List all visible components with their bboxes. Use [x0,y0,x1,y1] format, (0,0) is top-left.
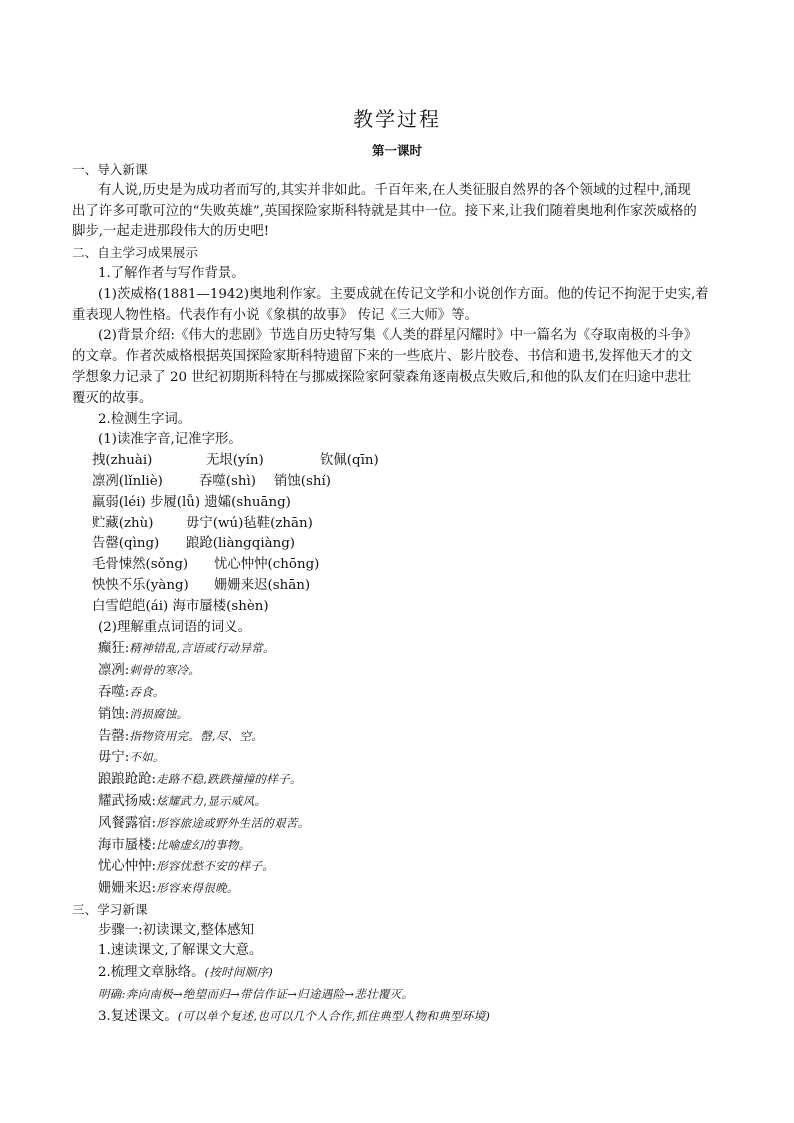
glossary-term: 海市蜃楼: [98,837,157,853]
glossary-item [72,726,732,748]
step-1-heading: 步骤一:初读课文,整体感知 [98,922,255,938]
vocab-item: 凛冽(lǐnliè) [92,473,163,489]
section-heading-3: 三、学习新课 [72,901,148,917]
page-title: 教学过程 [353,107,441,131]
vocab-row [72,576,732,597]
answer-label: 明确: [98,987,126,1002]
author-para-line-2: 重表现人物性格。代表作有小说《象棋的故事》 传记《三大师》等。 [72,307,478,323]
glossary-item [72,747,732,769]
glossary-definition: 走路不稳,跌跌撞撞的样子。 [156,772,302,787]
glossary-term: 忧心忡忡: [98,859,157,875]
vocab-row [72,555,732,576]
vocab-row [72,451,732,472]
glossary-definition: 比喻虚幻的事物。 [156,837,251,852]
author-para-line-1: (1)茨威格(1881—1942)奥地利作家。主要成就在传记文学和小说创作方面。他的传记不拘泥于史实,着 [98,286,709,302]
glossary-definition: 指物资用完。罄,尽、空。 [129,728,264,743]
glossary-definition: 形容来得很晚。 [156,881,239,896]
glossary-term: 销蚀: [98,706,130,722]
glossary-definition: 刺骨的寒冷。 [129,663,201,678]
vocab-item: 销蚀(shí) [274,473,332,489]
glossary-term: 吞噬: [98,684,130,700]
glossary-item [72,638,732,660]
glossary-definition: 吞食。 [129,684,165,699]
glossary-definition: 不如。 [129,750,165,765]
vocab-item: 告罄(qìng) [92,536,160,552]
item-2-heading: 2.检测生字词。 [98,411,192,427]
section-heading-2: 二、自主学习成果展示 [72,245,198,261]
item-1-heading: 1.了解作者与写作背景。 [98,265,245,281]
glossary-item [72,813,732,835]
glossary-item [72,878,732,900]
vocab-item: 忧心忡忡(chōng) [214,557,320,573]
vocab-item: 踉跄(liàngqiàng) [186,536,296,552]
glossary-definition: 炫耀武力,显示威风。 [156,793,267,808]
background-para-line-1: (2)背景介绍:《伟大的悲剧》节选自历史特写集《人类的群星闪耀时》中一篇名为《夺取南极的斗争》 [98,328,698,344]
task-3-note: (可以单个复述,也可以几个人合作,抓住典型人物和典型环境) [177,1008,491,1023]
vocab-item: 姗姗来迟(shān) [214,577,311,593]
page-subtitle: 第一课时 [371,143,422,158]
vocab-item: 贮藏(zhù) [92,515,154,531]
glossary-term: 毋宁: [98,750,130,766]
task-3-label: 3.复述课文。 [98,1008,178,1024]
intro-line-1: 有人说,历史是为成功者而写的,其实并非如此。千百年来,在人类征服自然界的各个领域的过程中,涌现 [98,182,691,198]
vocab-item: 钦佩(qīn) [320,453,379,469]
vocab-item: 吞噬(shì) [199,473,257,489]
vocab-item: 羸弱(léi) 步履(lǚ) 遗孀(shuāng) [92,494,291,510]
background-para-line-4: 覆灭的故事。 [72,390,153,406]
glossary-item [72,682,732,704]
answer-text: 奔向南极→绝望而归→带信作证→归途遇险→悲壮覆灭。 [125,987,414,1002]
vocab-item: 拽(zhuài) [92,453,153,469]
task-2 [72,962,732,984]
vocab-row [72,597,732,618]
task-2-answer [72,984,732,1006]
glossary-item [72,660,732,682]
vocab-item: 白雪皑皑(ái) 海市蜃楼(shèn) [92,598,269,614]
section-heading-1: 一、导入新课 [72,162,148,177]
vocab-row [72,534,732,555]
task-2-label: 2.梳理文章脉络。 [98,965,205,981]
intro-line-2: 出了许多可歌可泣的“失败英雄”,英国探险家斯科特就是其中一位。接下来,让我们随着奥地利作家茨威格的 [72,203,697,219]
glossary-definition: 消损腐蚀。 [129,706,189,721]
glossary-term: 姗姗来迟: [98,881,157,897]
vocab-item: 毋宁(wú)毡鞋(zhān) [186,515,313,531]
glossary-term: 告罄: [98,728,130,744]
glossary-item [72,769,732,791]
glossary-term: 耀武扬威: [98,793,157,809]
sub-heading-meaning: (2)理解重点词语的词义。 [98,619,251,635]
glossary-term: 凛冽: [98,663,130,679]
background-para-line-2: 的文章。作者茨威格根据英国探险家斯科特遗留下来的一些底片、影片胶卷、书信和遗书,发挥他天才的文 [72,349,693,365]
intro-line-3: 脚步,一起走进那段伟大的历史吧! [72,224,270,240]
glossary-item [72,704,732,726]
background-para-line-3: 学想象力记录了 20 世纪初期斯科特在与挪威探险家阿蒙森角逐南极点失败后,和他的队友们在归途中悲壮 [72,369,691,385]
glossary-term: 风餐露宿: [98,815,157,831]
glossary-item [72,791,732,813]
glossary-term: 踉踉跄跄: [98,772,157,788]
vocab-row [72,514,732,535]
glossary-definition: 形容旅途或野外生活的艰苦。 [156,815,310,830]
vocab-row [72,472,732,493]
vocab-item: 毛骨悚然(sǒng) [92,557,189,573]
glossary-definition: 形容忧愁不安的样子。 [156,859,275,874]
task-2-note: (按时间顺序) [204,965,274,980]
glossary-item [72,835,732,857]
task-3 [72,1006,732,1028]
glossary-item [72,856,732,878]
vocab-row [72,493,732,514]
lesson-content [72,160,732,1028]
glossary-definition: 精神错乱,言语或行动异常。 [129,641,275,656]
task-1: 1.速读课文,了解课文大意。 [98,943,263,959]
sub-heading-pronunciation: (1)读准字音,记准字形。 [98,432,242,448]
vocab-item: 怏怏不乐(yàng) [92,577,189,593]
vocab-item: 无垠(yín) [206,453,264,469]
glossary-term: 癫狂: [98,641,130,657]
